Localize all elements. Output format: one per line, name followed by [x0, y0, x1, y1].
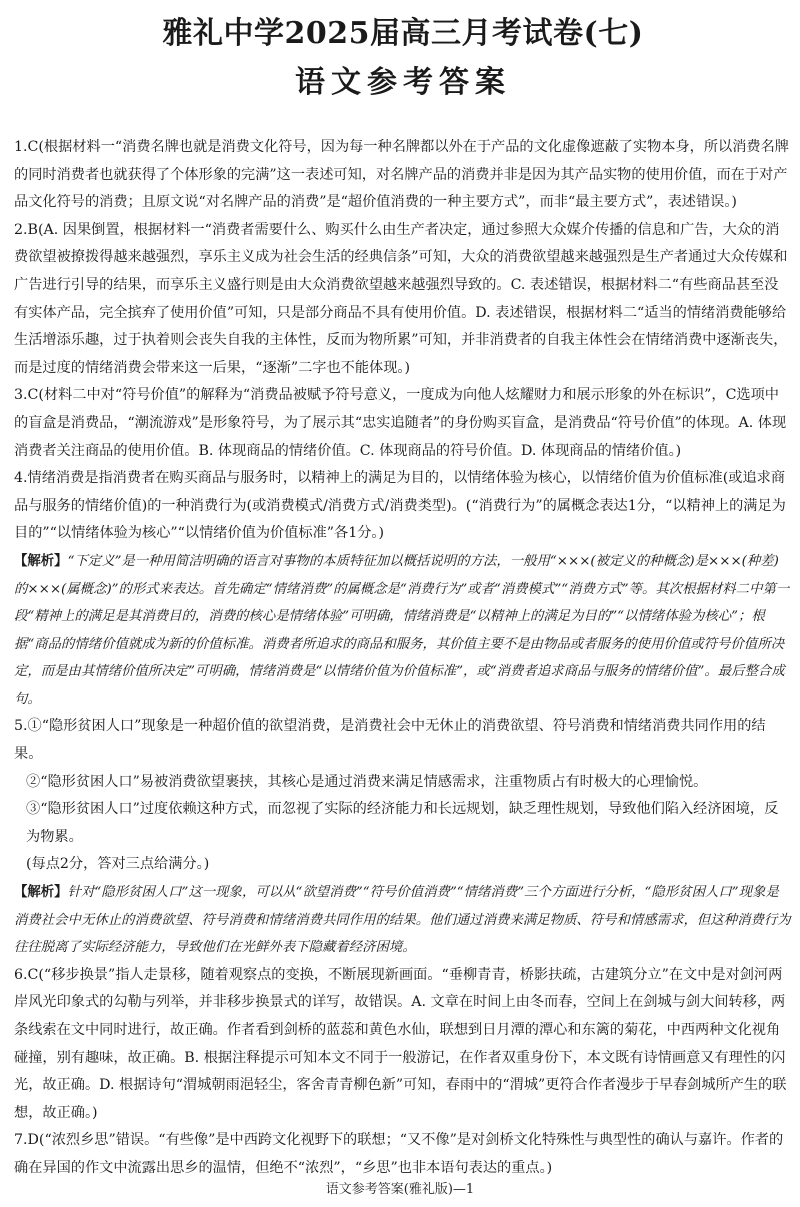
answer-7 [14, 1127, 792, 1182]
answer-number: 1. [14, 139, 28, 155]
answer-text: C(“移步换景”指人走景移，随着观察点的变换，不断展现新画面。“垂柳青青，桥影扶疏，古建筑分立”在文中是对剑河两岸风光印象式的勾勒与列举，并非移步换景式的详写，故错误。A. 文章在时间上由冬而春，空间上在剑城与剑大间转移，两条线索在文中同时进行，故正确。作者看到剑桥的蓝蕊和黄色水仙，联想到日月潭的潭心和东篱的菊花，中西两种文化视角碰撞，别有趣味，故正确。B. 根据注释提示可知本文不同于一般游记，在作者双重身份下，本文既有诗情画意又有理性的闪光，故正确。D. 根据诗句“渭城朝雨浥轻尘，客舍青青柳色新”可知，春雨中的“渭城”更符合作者漫步于早春剑城所产生的联想，故正确。) [14, 966, 787, 1121]
answer-point-1: ①“隐形贫困人口”现象是一种超价值的欲望消费，是消费社会中无休止的消费欲望、符号消费和情绪消费共同作用的结果。 [14, 718, 766, 763]
answer-number: 7. [14, 1132, 28, 1149]
analysis-text: “下定义”是一种用简洁明确的语言对事物的本质特征加以概括说明的方法，一般用“×××(被定义的种概念)是×××(种差)的×××(属概念)”的形式来表达。首先确定“情绪消费”的属概念是“消费行为”或者“消费模式”“消费方式”等。其次根据材料二中第一段“精神上的满足是其消费目的，消费的核心是情绪体验”可明确，情绪消费是“以精神上的满足为目的”“以情绪体验为核心”；根据“商品的情绪价值就成为新的价值标准。消费者所追求的商品和服务，其价值主要不是由物品或者服务的使用价值或符号价值所决定，而是由其情绪价值所决定”可明确，情绪消费是“以情绪价值为价值标准”，或“消费者追求商品与服务的情绪价值”。最后整合成句。 [14, 553, 790, 707]
answer-number: 4. [14, 470, 28, 487]
page-subtitle: 语文参考答案 [295, 65, 511, 100]
analysis-text: 针对“隐形贫困人口”这一现象，可以从“欲望消费”“符号价值消费”“情绪消费”三个方面进行分析，“隐形贫困人口”现象是消费社会中无休止的消费欲望、符号消费和情绪消费共同作用的结果。他们通过消费来满足物质、符号和情感需求，但这种消费行为往往脱离了实际经济能力，导致他们在光鲜外表下隐藏着经济困境。 [14, 885, 791, 956]
answer-point-2: ②“隐形贫困人口”易被消费欲望裹挟，其核心是通过消费来满足情感需求，注重物质占有时极大的心理愉悦。 [26, 773, 708, 790]
answer-5 [14, 713, 792, 768]
page-title: 雅礼中学2025届高三月考试卷(七) [162, 16, 644, 51]
answer-4 [14, 465, 792, 548]
answer-text: C(根据材料一“消费名牌也就是消费文化符号，因为每一种名牌都以外在于产品的文化虚像遮蔽了实物本身，所以消费名牌的同时消费者也就获得了个体形象的完满”这一表述可知，对名牌产品的消费并非是因为其产品实物的使用价值，而在于对产品文化符号的消费；且原文说“对名牌产品的消费”是“超价值消费的一种主要方式”，而非“最主要方式”，表述错误。) [14, 139, 789, 211]
answer-number: 6. [14, 966, 28, 983]
answer-2 [14, 217, 792, 383]
answer-number: 2. [14, 221, 28, 238]
answer-1 [14, 134, 792, 217]
answer-number: 3. [14, 387, 28, 404]
answer-text: B(A. 因果倒置，根据材料一“消费者需要什么、购买什么由生产者决定，通过参照大众媒介传播的信息和广告，大众的消费欲望被撩拨得越来越强烈，享乐主义成为社会生活的经典信条”可知，大众的消费欲望越来越强烈是生产者通过大众传媒和广告进行引导的结果，而享乐主义盛行则是由大众消费欲望越来越强烈导致的。C. 表述错误，根据材料二“有些商品甚至没有实体产品，完全摈弃了使用价值”可知，只是部分商品不具有使用价值。D. 表述错误，根据材料二“适当的情绪消费能够给生活增添乐趣，过于执着则会丧失自我的主体性，反而为物所累”可知，并非消费者的自我主体性会在情绪消费中逐渐丧失，而是过度的情绪消费会带来这一后果，“逐渐”二字也不能体现。) [14, 221, 788, 376]
analysis-tag: 【解析】 [14, 552, 68, 569]
answer-text: C(材料二中对“符号价值”的解释为“消费品被赋予符号意义，一度成为向他人炫耀财力和展示形象的外在标识”，C选项中的盲盒是消费品，“潮流游戏”是形象符号，为了展示其“忠实追随者”的身份购买盲盒，是消费品“符号价值”的体现。A. 体现消费者关注商品的使用价值。B. 体现商品的情绪价值。C. 体现商品的符号价值。D. 体现商品的情绪价值。) [14, 387, 787, 459]
answer-3 [14, 382, 792, 465]
analysis-5 [14, 879, 792, 962]
analysis-tag: 【解析】 [14, 884, 68, 901]
answer-scoring-note: (每点2分，答对三点给满分。) [26, 856, 210, 873]
answer-6 [14, 962, 792, 1128]
analysis-4 [14, 548, 792, 714]
answer-number: 5. [14, 718, 28, 735]
answer-text: 情绪消费是指消费者在购买商品与服务时，以精神上的满足为目的，以情绪体验为核心，以情绪价值为价值标准(或追求商品与服务的情绪价值)的一种消费行为(或消费模式/消费方式/消费类型)。(“消费行为”的属概念表达1分，“以精神上的满足为目的”“以情绪体验为核心”“以情绪价值为价值标准”各1分。) [14, 470, 786, 542]
answers-body [14, 134, 792, 1183]
page-footer: 语文参考答案(雅礼版)—1 [325, 1182, 475, 1197]
answer-point-3: ③“隐形贫困人口”过度依赖这种方式，而忽视了实际的经济能力和长远规划，缺乏理性规划，导致他们陷入经济困境，反为物累。 [26, 801, 779, 845]
answer-text: D(“浓烈乡思”错误。“有些像”是中西跨文化视野下的联想；“又不像”是对剑桥文化特殊性与典型性的确认与嘉许。作者的确在异国的作文中流露出思乡的温情，但绝不“浓烈”，“乡思”也非本语句表达的重点。) [14, 1132, 784, 1176]
